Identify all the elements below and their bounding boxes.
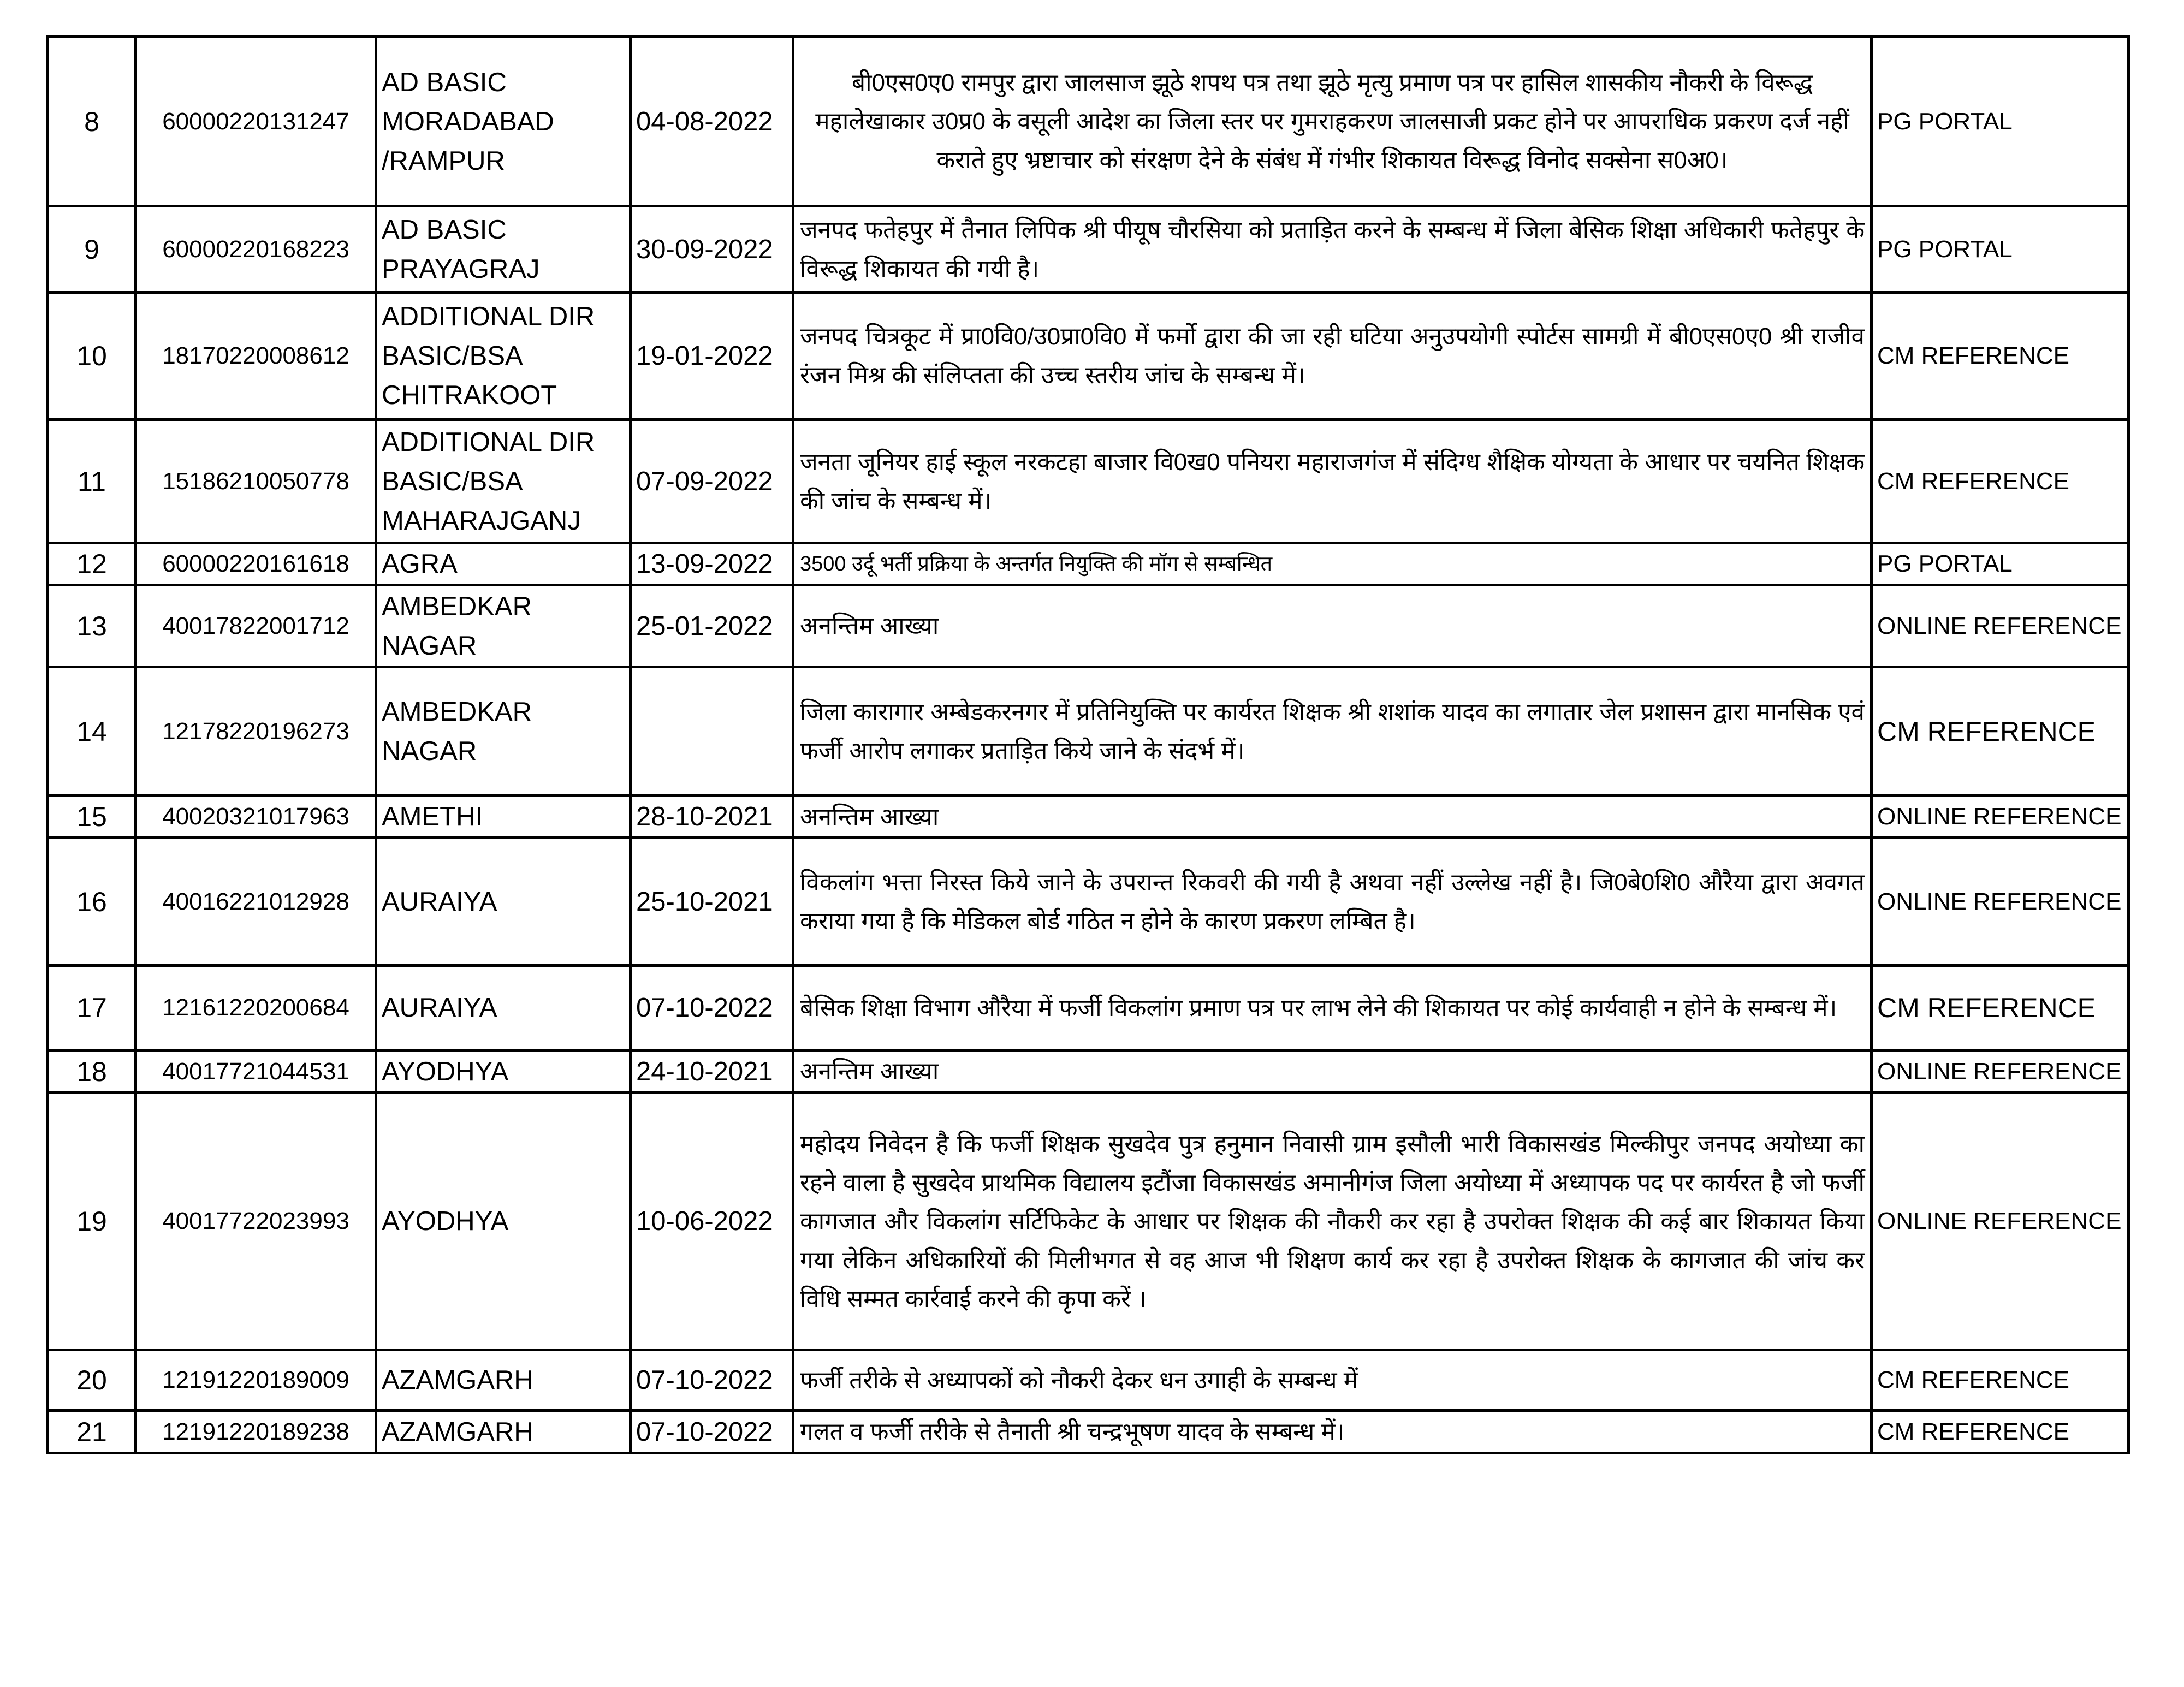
office-line: ADDITIONAL DIR [382,427,595,457]
date-cell: 28-10-2021 [631,796,793,838]
table-row [48,420,2129,543]
office-line: AMETHI [382,802,483,831]
office-cell [376,585,631,667]
source-cell: CM REFERENCE [1872,966,2129,1050]
complaints-table [46,35,2130,1454]
reference-number-cell: 60000220131247 [136,37,376,206]
reference-number-cell: 60000220161618 [136,543,376,585]
table-row [48,838,2129,966]
table-row [48,1093,2129,1350]
reference-number-cell: 12191220189238 [136,1411,376,1453]
source-cell: ONLINE REFERENCE [1872,796,2129,838]
serial-number-cell: 13 [48,585,136,667]
table-row [48,1350,2129,1411]
office-line: AZAMGARH [382,1417,533,1447]
description-cell: फर्जी तरीके से अध्यापकों को नौकरी देकर धन उगाही के सम्बन्ध में [793,1350,1872,1411]
serial-number-cell: 15 [48,796,136,838]
table-row [48,796,2129,838]
source-cell: CM REFERENCE [1872,1350,2129,1411]
source-cell: CM REFERENCE [1872,667,2129,796]
source-cell: PG PORTAL [1872,37,2129,206]
office-cell [376,206,631,293]
office-line: AURAIYA [382,993,497,1023]
serial-number-cell: 19 [48,1093,136,1350]
table-row [48,206,2129,293]
office-line: MORADABAD [382,106,554,136]
office-cell [376,420,631,543]
description-cell: 3500 उर्दू भर्ती प्रक्रिया के अन्तर्गत नियुक्ति की मॉग से सम्बन्धित [793,543,1872,585]
office-cell [376,543,631,585]
table-row [48,293,2129,420]
reference-number-cell: 40017721044531 [136,1050,376,1093]
source-cell: ONLINE REFERENCE [1872,1050,2129,1093]
table-row [48,1411,2129,1453]
date-cell: 13-09-2022 [631,543,793,585]
serial-number-cell: 12 [48,543,136,585]
serial-number-cell: 18 [48,1050,136,1093]
serial-number-cell: 11 [48,420,136,543]
reference-number-cell: 18170220008612 [136,293,376,420]
office-cell [376,293,631,420]
table-row [48,37,2129,206]
office-line: BASIC/BSA [382,341,523,371]
description-cell: अनन्तिम आख्या [793,1050,1872,1093]
source-cell: PG PORTAL [1872,206,2129,293]
description-cell: जनपद चित्रकूट में प्रा0वि0/उ0प्रा0वि0 में फर्मो द्वारा की जा रही घटिया अनुउपयोगी स्पोर्टस सामग्री में बी0एस0ए0 श्री राजीव रंजन मिश्र की संलिप्तता की उच्च स्तरीय जांच के सम्बन्ध में। [793,293,1872,420]
table-row [48,1050,2129,1093]
date-cell: 24-10-2021 [631,1050,793,1093]
date-cell: 25-01-2022 [631,585,793,667]
office-line: BASIC/BSA [382,466,523,496]
source-cell: CM REFERENCE [1872,1411,2129,1453]
office-line: MAHARAJGANJ [382,506,581,536]
date-cell: 07-10-2022 [631,1350,793,1411]
office-line: AZAMGARH [382,1365,533,1395]
source-cell: ONLINE REFERENCE [1872,1093,2129,1350]
office-cell [376,1093,631,1350]
office-line: /RAMPUR [382,146,505,176]
reference-number-cell: 15186210050778 [136,420,376,543]
date-cell: 07-10-2022 [631,966,793,1050]
source-cell: CM REFERENCE [1872,420,2129,543]
description-cell: जनता जूनियर हाई स्कूल नरकटहा बाजार वि0ख0 पनियरा महाराजगंज में संदिग्ध शैक्षिक योग्यता के आधार पर चयनित शिक्षक की जांच के सम्बन्ध में। [793,420,1872,543]
source-cell: ONLINE REFERENCE [1872,585,2129,667]
office-cell [376,966,631,1050]
office-cell [376,796,631,838]
description-cell: जिला कारागार अम्बेडकरनगर में प्रतिनियुक्ति पर कार्यरत शिक्षक श्री शशांक यादव का लगातार जेल प्रशासन द्वारा मानसिक एवं फर्जी आरोप लगाकर प्रताड़ित किये जाने के संदर्भ में। [793,667,1872,796]
description-cell: महोदय निवेदन है कि फर्जी शिक्षक सुखदेव पुत्र हनुमान निवासी ग्राम इसौली भारी विकासखंड मिल्कीपुर जनपद अयोध्या का रहने वाला है सुखदेव प्राथमिक विद्यालय इटौंजा विकासखंड अमानीगंज जिला अयोध्या में अध्यापक पद पर कार्यरत है जो फर्जी कागजात और विकलांग सर्टिफिकेट के आधार पर शिक्षक की नौकरी कर रहा है उपरोक्त शिक्षक की कई बार शिकायत किया गया लेकिन अधिकारियों की मिलीभगत से वह आज भी शिक्षण कार्य कर रहा है उपरोक्त शिक्षक के कागजात की जांच कर विधि सम्मत कार्रवाई करने की कृपा करें । [793,1093,1872,1350]
office-line: AGRA [382,549,458,579]
description-cell: बी0एस0ए0 रामपुर द्वारा जालसाज झूठे शपथ पत्र तथा झूठे मृत्यु प्रमाण पत्र पर हासिल शासकीय नौकरी के विरूद्ध महालेखाकार उ0प्र0 के वसूली आदेश का जिला स्तर पर गुमराहकरण जालसाजी प्रकट होने पर आपराधिक प्रकरण दर्ज नहीं कराते हुए भ्रष्टाचार को संरक्षण देने के संबंध में गंभीर शिकायत विरूद्ध विनोद सक्सेना स0अ0। [793,37,1872,206]
reference-number-cell: 12161220200684 [136,966,376,1050]
office-cell [376,1350,631,1411]
serial-number-cell: 16 [48,838,136,966]
office-line: PRAYAGRAJ [382,254,540,284]
description-cell: अनन्तिम आख्या [793,585,1872,667]
serial-number-cell: 17 [48,966,136,1050]
description-cell: बेसिक शिक्षा विभाग औरैया में फर्जी विकलांग प्रमाण पत्र पर लाभ लेने की शिकायत पर कोई कार्यवाही न होने के सम्बन्ध में। [793,966,1872,1050]
office-line: AYODHYA [382,1207,509,1236]
source-cell: PG PORTAL [1872,543,2129,585]
source-cell: ONLINE REFERENCE [1872,838,2129,966]
office-cell [376,1411,631,1453]
office-line: AURAIYA [382,887,497,917]
serial-number-cell: 10 [48,293,136,420]
date-cell: 19-01-2022 [631,293,793,420]
office-line: AMBEDKAR NAGAR [382,591,532,661]
source-cell: CM REFERENCE [1872,293,2129,420]
table-row [48,966,2129,1050]
office-line: CHITRAKOOT [382,381,557,410]
office-line: AMBEDKAR NAGAR [382,697,532,766]
date-cell: 25-10-2021 [631,838,793,966]
office-cell [376,37,631,206]
serial-number-cell: 8 [48,37,136,206]
serial-number-cell: 9 [48,206,136,293]
serial-number-cell: 14 [48,667,136,796]
reference-number-cell: 12178220196273 [136,667,376,796]
date-cell: 07-10-2022 [631,1411,793,1453]
office-cell [376,667,631,796]
description-cell: जनपद फतेहपुर में तैनात लिपिक श्री पीयूष चौरसिया को प्रताड़ित करने के सम्बन्ध में जिला बेसिक शिक्षा अधिकारी फतेहपुर के विरूद्ध शिकायत की गयी है। [793,206,1872,293]
date-cell: 10-06-2022 [631,1093,793,1350]
table-row [48,585,2129,667]
serial-number-cell: 21 [48,1411,136,1453]
date-cell: 30-09-2022 [631,206,793,293]
description-cell: गलत व फर्जी तरीके से तैनाती श्री चन्द्रभूषण यादव के सम्बन्ध में। [793,1411,1872,1453]
reference-number-cell: 40017722023993 [136,1093,376,1350]
reference-number-cell: 12191220189009 [136,1350,376,1411]
reference-number-cell: 40020321017963 [136,796,376,838]
reference-number-cell: 60000220168223 [136,206,376,293]
description-cell: अनन्तिम आख्या [793,796,1872,838]
reference-number-cell: 40016221012928 [136,838,376,966]
date-cell: 04-08-2022 [631,37,793,206]
office-line: AYODHYA [382,1056,509,1086]
table-row [48,543,2129,585]
date-cell: 07-09-2022 [631,420,793,543]
serial-number-cell: 20 [48,1350,136,1411]
office-cell [376,838,631,966]
date-cell [631,667,793,796]
office-cell [376,1050,631,1093]
table-body [48,37,2129,1453]
table-row [48,667,2129,796]
reference-number-cell: 40017822001712 [136,585,376,667]
description-cell: विकलांग भत्ता निरस्त किये जाने के उपरान्त रिकवरी की गयी है अथवा नहीं उल्लेख नहीं है। जि0बे0शि0 औरैया द्वारा अवगत कराया गया है कि मेडिकल बोर्ड गठित न होने के कारण प्रकरण लम्बित है। [793,838,1872,966]
office-line: AD BASIC [382,215,507,245]
office-line: AD BASIC [382,67,507,97]
office-line: ADDITIONAL DIR [382,302,595,331]
